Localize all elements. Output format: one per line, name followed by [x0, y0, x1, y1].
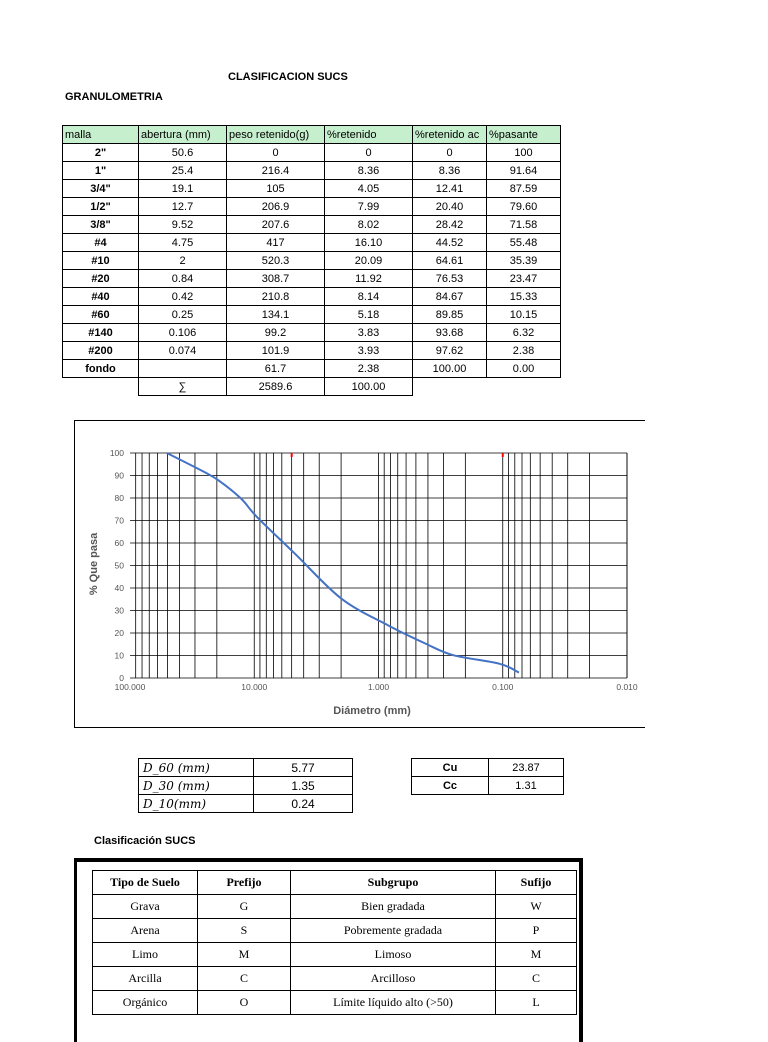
table-cell: fondo	[63, 360, 139, 378]
table-cell: 99.2	[227, 324, 325, 342]
table-row	[93, 943, 577, 967]
table-cell: 8.36	[413, 162, 487, 180]
table-cell: 520.3	[227, 252, 325, 270]
table-cell: 8.36	[325, 162, 413, 180]
section-title-sucs: Clasificación SUCS	[94, 835, 196, 847]
table-cell: 5.18	[325, 306, 413, 324]
table-cell: 1/2"	[63, 198, 139, 216]
table-cell: G	[198, 895, 291, 919]
d-row	[139, 759, 353, 777]
table-cell: Arcilla	[93, 967, 198, 991]
chart-svg	[75, 421, 645, 727]
table-row	[63, 198, 561, 216]
y-tick-label: 20	[114, 628, 124, 638]
x-tick-label: 0.100	[492, 682, 514, 692]
table-cell: 100	[487, 144, 561, 162]
table-cell: #60	[63, 306, 139, 324]
table-cell: #20	[63, 270, 139, 288]
table-row	[63, 144, 561, 162]
table-cell: 35.39	[487, 252, 561, 270]
table-row	[93, 967, 577, 991]
column-header: peso retenido(g)	[227, 126, 325, 144]
y-tick-label: 40	[114, 583, 124, 593]
table-cell: Arena	[93, 919, 198, 943]
d-row	[139, 777, 353, 795]
column-header: %retenido	[325, 126, 413, 144]
table-cell: 76.53	[413, 270, 487, 288]
table-cell: 207.6	[227, 216, 325, 234]
table-cell: 50.6	[139, 144, 227, 162]
x-tick-label: 100.000	[114, 682, 146, 692]
table-cell: 23.47	[487, 270, 561, 288]
granulometry-table	[62, 125, 561, 396]
table-cell: Limoso	[291, 943, 496, 967]
table-row	[63, 252, 561, 270]
y-tick-label: 50	[114, 560, 124, 571]
table-cell: C	[496, 967, 577, 991]
table-cell: 3/4"	[63, 180, 139, 198]
table-cell: 3/8"	[63, 216, 139, 234]
table-cell: Grava	[93, 895, 198, 919]
d-row	[139, 795, 353, 813]
table-cell: S	[198, 919, 291, 943]
table-cell: 4.75	[139, 234, 227, 252]
y-tick-label: 70	[114, 515, 124, 526]
cc-value: 1.31	[489, 777, 564, 795]
d60-label: D_60 (mm)	[139, 759, 254, 777]
table-row	[63, 180, 561, 198]
x-tick-label: 0.010	[616, 682, 638, 692]
table-row	[63, 306, 561, 324]
table-row	[63, 288, 561, 306]
table-cell: 100.00	[413, 360, 487, 378]
cu-value: 23.87	[489, 759, 564, 777]
table-cell: 9.52	[139, 216, 227, 234]
table-cell: 25.4	[139, 162, 227, 180]
table-row	[63, 234, 561, 252]
table-cell: Limo	[93, 943, 198, 967]
table-cell: L	[496, 991, 577, 1015]
table-row	[63, 360, 561, 378]
y-tick-label: 60	[114, 538, 124, 548]
table-cell: 64.61	[413, 252, 487, 270]
table-cell: 11.92	[325, 270, 413, 288]
table-cell: 44.52	[413, 234, 487, 252]
table-cell: 3.83	[325, 324, 413, 342]
table-cell: 91.64	[487, 162, 561, 180]
grading-curve-chart	[74, 420, 645, 728]
total-retenido: 100.00	[325, 378, 413, 396]
table-cell: #4	[63, 234, 139, 252]
column-header: abertura (mm)	[139, 126, 227, 144]
cc-label: Cc	[412, 777, 489, 795]
table-cell: 2	[139, 252, 227, 270]
table-cell: 101.9	[227, 342, 325, 360]
y-axis-label: % Que pasa	[88, 532, 100, 596]
table-cell: 28.42	[413, 216, 487, 234]
table-cell: 79.60	[487, 198, 561, 216]
table-cell: C	[198, 967, 291, 991]
column-header: Tipo de Suelo	[93, 871, 198, 895]
series-line	[167, 453, 519, 673]
table-cell: 1"	[63, 162, 139, 180]
table-cell: 0	[227, 144, 325, 162]
table-cell: 84.67	[413, 288, 487, 306]
table-cell: 0.42	[139, 288, 227, 306]
table-cell: 206.9	[227, 198, 325, 216]
table-cell: 0.074	[139, 342, 227, 360]
total-peso: 2589.6	[227, 378, 325, 396]
section-title-granulometria: GRANULOMETRIA	[65, 91, 163, 103]
table-cell: Bien gradada	[291, 895, 496, 919]
x-axis-label: Diámetro (mm)	[333, 705, 411, 717]
coef-row	[412, 777, 564, 795]
table-row	[93, 919, 577, 943]
column-header: Prefijo	[198, 871, 291, 895]
column-header: Subgrupo	[291, 871, 496, 895]
table-row	[63, 270, 561, 288]
d30-value: 1.35	[254, 777, 353, 795]
table-cell: 20.40	[413, 198, 487, 216]
d-values-table	[138, 758, 353, 813]
table-cell: 210.8	[227, 288, 325, 306]
table-cell: 0.00	[487, 360, 561, 378]
table-cell: Arcilloso	[291, 967, 496, 991]
table-cell: 16.10	[325, 234, 413, 252]
coef-row	[412, 759, 564, 777]
table-row	[63, 342, 561, 360]
table-cell: 19.1	[139, 180, 227, 198]
table-cell: 71.58	[487, 216, 561, 234]
column-header: %retenido ac	[413, 126, 487, 144]
table-cell: 15.33	[487, 288, 561, 306]
column-header: malla	[63, 126, 139, 144]
table-cell: O	[198, 991, 291, 1015]
table-cell: #10	[63, 252, 139, 270]
d30-label: D_30 (mm)	[139, 777, 254, 795]
table-cell: 3.93	[325, 342, 413, 360]
table-cell: 55.48	[487, 234, 561, 252]
table-cell: 87.59	[487, 180, 561, 198]
y-tick-label: 90	[114, 470, 124, 481]
table-row	[63, 324, 561, 342]
column-header: %pasante	[487, 126, 561, 144]
coefficients-table	[411, 758, 564, 795]
table-cell: #40	[63, 288, 139, 306]
table-cell: 308.7	[227, 270, 325, 288]
table-cell: P	[496, 919, 577, 943]
y-tick-label: 100	[109, 448, 124, 458]
table-row	[93, 895, 577, 919]
table-cell: M	[496, 943, 577, 967]
table-cell: 7.99	[325, 198, 413, 216]
table-cell: 417	[227, 234, 325, 252]
table-cell: #200	[63, 342, 139, 360]
table-cell: 10.15	[487, 306, 561, 324]
table-cell: 134.1	[227, 306, 325, 324]
table-cell: #140	[63, 324, 139, 342]
table-cell: 2"	[63, 144, 139, 162]
table-cell: 0.25	[139, 306, 227, 324]
table-cell: W	[496, 895, 577, 919]
table-cell: 2.38	[487, 342, 561, 360]
table-row	[63, 162, 561, 180]
d60-value: 5.77	[254, 759, 353, 777]
y-tick-label: 0	[119, 673, 124, 683]
y-tick-label: 10	[114, 650, 124, 661]
table-cell: 89.85	[413, 306, 487, 324]
table-row	[63, 216, 561, 234]
table-cell: 105	[227, 180, 325, 198]
x-tick-label: 10.000	[241, 682, 268, 692]
sum-symbol: ∑	[139, 378, 227, 396]
table-row	[93, 991, 577, 1015]
empty-cell	[487, 378, 561, 396]
table-cell: M	[198, 943, 291, 967]
table-cell: 8.02	[325, 216, 413, 234]
column-header: Sufijo	[496, 871, 577, 895]
table-cell: 4.05	[325, 180, 413, 198]
table-cell: 2.38	[325, 360, 413, 378]
table-cell: 0	[325, 144, 413, 162]
table-cell: 0.106	[139, 324, 227, 342]
table-cell: Límite líquido alto (>50)	[291, 991, 496, 1015]
table-cell: 8.14	[325, 288, 413, 306]
x-tick-label: 1.000	[367, 682, 390, 692]
table-cell: 216.4	[227, 162, 325, 180]
cu-label: Cu	[412, 759, 489, 777]
sucs-classification-table	[92, 870, 577, 1015]
table-cell: 0.84	[139, 270, 227, 288]
table-cell: 61.7	[227, 360, 325, 378]
empty-cell	[63, 378, 139, 396]
table-cell: 12.41	[413, 180, 487, 198]
table-cell: 20.09	[325, 252, 413, 270]
document-title: CLASIFICACION SUCS	[228, 71, 348, 83]
table-cell: 6.32	[487, 324, 561, 342]
y-tick-label: 30	[114, 605, 124, 616]
table-cell: 97.62	[413, 342, 487, 360]
table-cell: Orgánico	[93, 991, 198, 1015]
sucs-header-row	[93, 871, 577, 895]
empty-cell	[413, 378, 487, 396]
granulometry-header-row	[63, 126, 561, 144]
y-tick-label: 80	[114, 493, 124, 503]
table-cell: Pobremente gradada	[291, 919, 496, 943]
d10-value: 0.24	[254, 795, 353, 813]
table-cell: 93.68	[413, 324, 487, 342]
d10-label: D_10(mm)	[139, 795, 254, 813]
table-cell: 0	[413, 144, 487, 162]
table-cell: 12.7	[139, 198, 227, 216]
table-cell	[139, 360, 227, 378]
granulometry-total-row	[63, 378, 561, 396]
